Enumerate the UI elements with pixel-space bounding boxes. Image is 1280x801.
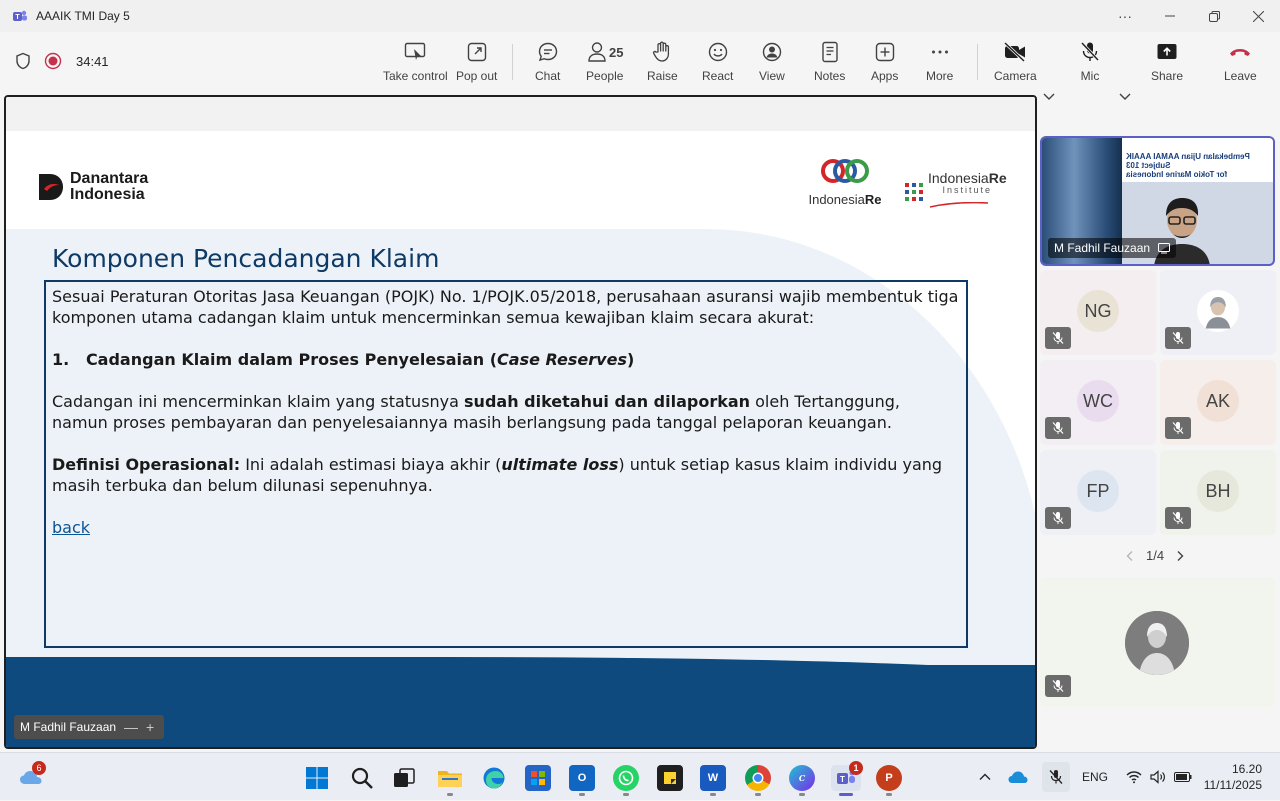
presenter-video-name <box>1048 238 1176 258</box>
participant-avatar: WC <box>1077 380 1119 422</box>
whatsapp-icon <box>617 769 635 787</box>
participant-tile[interactable] <box>1160 270 1276 355</box>
participant-pager <box>1124 548 1186 563</box>
video-banner-line2: for Tokio Marine Indonesia <box>1126 170 1228 179</box>
chevron-right-icon[interactable] <box>1174 550 1186 562</box>
share-label: Share <box>1151 69 1184 83</box>
running-indicator <box>799 793 805 796</box>
section-heading-number: 1. <box>52 350 70 369</box>
toolbar-divider <box>977 44 978 80</box>
task-view-button[interactable] <box>391 765 417 791</box>
muted-mic-icon <box>1045 417 1071 439</box>
mic-label: Mic <box>1080 69 1100 83</box>
chrome-icon <box>752 772 764 784</box>
danantara-logo <box>38 171 148 203</box>
chat-icon <box>536 40 560 64</box>
participant-avatar: NG <box>1077 290 1119 332</box>
mic-options-chevron-down-icon[interactable] <box>1117 88 1133 104</box>
mic-off-icon <box>1078 40 1102 64</box>
hang-up-icon <box>1227 40 1253 64</box>
indonesiare-logo-left: Indonesia <box>808 192 865 207</box>
chat-button[interactable] <box>535 40 560 88</box>
store-button[interactable] <box>525 765 551 791</box>
indonesiare-rings-icon <box>818 157 872 185</box>
slide-content-box <box>44 280 968 648</box>
meeting-toolbar <box>0 32 1280 94</box>
weather-badge: 6 <box>32 761 46 775</box>
ellipsis-icon <box>928 40 952 64</box>
canva-button[interactable] <box>789 765 815 791</box>
participant-photo-avatar <box>1197 290 1239 332</box>
take-control-icon <box>403 40 427 64</box>
mic-off-tray-icon <box>1048 769 1064 785</box>
camera-button[interactable] <box>994 40 1037 88</box>
leave-label: Leave <box>1224 69 1257 83</box>
zoom-out-button[interactable]: — <box>124 719 139 735</box>
definition-italic: ultimate loss <box>501 455 619 474</box>
share-button[interactable] <box>1151 40 1183 88</box>
more-options-icon[interactable]: ··· <box>1118 8 1132 24</box>
task-view-icon <box>392 766 416 790</box>
description-after: oleh Tertanggung, namun proses pembayaran dan penyelesaiannya masih berlangsung pada tanggal pelaporan keuangan. <box>52 392 900 432</box>
participants-panel <box>1040 136 1276 711</box>
windows-taskbar <box>0 752 1280 800</box>
running-indicator <box>579 793 585 796</box>
toolbar-divider <box>512 44 513 80</box>
video-banner <box>1122 138 1275 182</box>
react-label: React <box>702 69 734 83</box>
word-button[interactable] <box>700 765 726 791</box>
muted-mic-icon <box>1165 327 1191 349</box>
institute-swoosh-icon <box>928 202 990 208</box>
chevron-left-icon[interactable] <box>1124 550 1136 562</box>
weather-widget[interactable] <box>18 765 44 794</box>
more-button[interactable] <box>926 40 953 88</box>
pop-out-button[interactable] <box>456 40 497 88</box>
smiley-icon <box>706 40 730 64</box>
institute-logo-sub: Institute <box>942 185 993 195</box>
slide-title: Komponen Pencadangan Klaim <box>52 244 440 273</box>
minimize-button[interactable] <box>1147 0 1193 32</box>
participant-avatar: AK <box>1197 380 1239 422</box>
view-button[interactable] <box>759 40 785 88</box>
raise-hand-button[interactable] <box>647 40 678 88</box>
search-icon <box>350 766 374 790</box>
section-heading-close: ) <box>626 350 635 369</box>
participant-tile[interactable] <box>1040 450 1156 535</box>
powerpoint-icon: P <box>885 772 893 784</box>
powerpoint-button[interactable] <box>876 765 902 791</box>
camera-label: Camera <box>994 69 1037 83</box>
teams-taskbar-button[interactable] <box>831 765 861 791</box>
store-icon <box>529 769 547 787</box>
back-link[interactable]: back <box>52 518 91 537</box>
section-heading <box>52 349 960 370</box>
battery-icon[interactable] <box>1174 771 1192 783</box>
sticky-app-button[interactable] <box>657 765 683 791</box>
description-bold: sudah diketahui dan dilaporkan <box>464 392 751 411</box>
notes-app-icon <box>662 770 678 786</box>
video-banner-line1: Pembekalan Ujian AAMAI AAAIK Subject 103 <box>1126 152 1250 170</box>
description-paragraph <box>52 391 960 433</box>
danantara-logo-icon <box>38 172 64 202</box>
title-bar <box>0 0 1280 32</box>
outlook-icon: O <box>577 772 587 784</box>
more-label: More <box>926 69 954 83</box>
participant-tile[interactable] <box>1040 360 1156 445</box>
notes-label: Notes <box>814 69 846 83</box>
presenter-name-chip <box>14 715 164 739</box>
mic-muted-tray-button[interactable] <box>1042 762 1070 792</box>
pager-text: 1/4 <box>1146 548 1165 563</box>
folder-icon <box>437 766 463 790</box>
presenter-video-name-text: M Fadhil Fauzaan <box>1054 241 1151 255</box>
definition-before: Ini adalah estimasi biaya akhir ( <box>240 455 502 474</box>
people-icon <box>586 40 608 64</box>
indonesiare-institute-logo <box>904 171 1007 213</box>
pop-out-icon <box>465 40 489 64</box>
edge-icon <box>482 766 506 790</box>
take-control-label: Take control <box>383 69 448 83</box>
camera-off-icon <box>1002 40 1028 64</box>
muted-mic-icon <box>1045 675 1071 697</box>
indonesiare-logo <box>804 157 886 207</box>
participant-avatar: FP <box>1077 470 1119 512</box>
slide-top-band <box>6 97 1035 131</box>
volume-icon[interactable] <box>1150 770 1166 784</box>
apps-label: Apps <box>871 69 899 83</box>
share-screen-icon <box>1155 40 1179 64</box>
institute-logo-right: Re <box>988 170 1007 186</box>
raise-hand-icon <box>650 40 674 64</box>
search-button[interactable] <box>349 765 375 791</box>
language-indicator[interactable]: ENG <box>1082 770 1109 784</box>
recording-icon <box>44 52 62 70</box>
people-button[interactable] <box>586 40 623 88</box>
apps-button[interactable] <box>871 40 898 88</box>
people-count: 25 <box>609 44 624 60</box>
edge-button[interactable] <box>481 765 507 791</box>
running-indicator <box>886 793 892 796</box>
react-button[interactable] <box>702 40 733 88</box>
teams-icon <box>12 8 28 24</box>
teams-badge: 1 <box>849 761 863 775</box>
shield-icon[interactable] <box>14 52 32 70</box>
people-label: People <box>586 69 624 83</box>
plus-icon <box>873 40 897 64</box>
muted-mic-icon <box>1165 417 1191 439</box>
outlook-button[interactable] <box>569 765 595 791</box>
presenter-name: M Fadhil Fauzaan <box>20 720 117 734</box>
meeting-timer: 34:41 <box>76 53 109 69</box>
svg-text:T: T <box>15 14 20 21</box>
svg-text:T: T <box>840 775 845 784</box>
notes-button[interactable] <box>814 40 845 88</box>
canva-icon: C <box>798 773 806 783</box>
system-tray <box>978 753 1192 801</box>
camera-options-chevron-down-icon[interactable] <box>1041 88 1057 104</box>
indonesiare-logo-right: Re <box>864 192 882 207</box>
windows-logo-icon <box>305 766 329 790</box>
system-clock[interactable] <box>1196 761 1262 793</box>
zoom-in-button[interactable]: + <box>146 719 155 735</box>
section-heading-italic: Case Reserves <box>497 350 627 369</box>
running-indicator <box>755 793 761 796</box>
self-avatar <box>1125 611 1189 675</box>
chrome-button[interactable] <box>745 765 771 791</box>
participant-tile[interactable] <box>1040 270 1156 355</box>
chat-label: Chat <box>535 69 561 83</box>
wifi-icon[interactable] <box>1126 770 1142 784</box>
participant-tile[interactable] <box>1160 450 1276 535</box>
screen-share-indicator-icon <box>1158 242 1170 254</box>
notes-icon <box>818 40 842 64</box>
presenter-video-tile[interactable] <box>1040 136 1275 266</box>
chevron-up-icon[interactable] <box>978 770 992 784</box>
participant-tile[interactable] <box>1160 360 1276 445</box>
window-title: AAAIK TMI Day 5 <box>36 9 130 23</box>
danantara-logo-line1: Danantara <box>70 170 149 187</box>
section-heading-text: Cadangan Klaim dalam Proses Penyelesaian ( <box>85 350 498 369</box>
muted-mic-icon <box>1045 327 1071 349</box>
clock-date: 11/11/2025 <box>1203 778 1262 792</box>
definition-after: ) untuk setiap kasus klaim individu yang masih terbuka dan belum dilunasi sepenuhnya. <box>52 455 943 495</box>
start-button[interactable] <box>304 765 330 791</box>
active-indicator <box>839 793 853 796</box>
institute-logo-left: Indonesia <box>928 170 989 186</box>
muted-mic-icon <box>1165 507 1191 529</box>
mic-button[interactable] <box>1078 40 1102 88</box>
institute-dots-icon <box>904 182 924 202</box>
view-label: View <box>759 69 785 83</box>
definition-label: Definisi Operasional: <box>52 455 241 474</box>
file-explorer-button[interactable] <box>437 765 463 791</box>
pop-out-label: Pop out <box>456 69 498 83</box>
close-button[interactable] <box>1235 0 1280 32</box>
muted-mic-icon <box>1045 507 1071 529</box>
running-indicator <box>623 793 629 796</box>
leave-button[interactable] <box>1224 40 1257 88</box>
self-video-tile[interactable] <box>1040 577 1275 707</box>
take-control-button[interactable] <box>383 40 448 88</box>
clock-time: 16.20 <box>1231 762 1262 776</box>
onedrive-icon[interactable] <box>1008 770 1028 784</box>
running-indicator <box>447 793 453 796</box>
word-icon: W <box>707 772 719 784</box>
restore-button[interactable] <box>1191 0 1237 32</box>
description-before: Cadangan ini mencerminkan klaim yang statusnya <box>52 392 465 411</box>
whatsapp-button[interactable] <box>613 765 639 791</box>
shared-screen <box>4 95 1037 749</box>
definition-paragraph <box>52 454 960 496</box>
running-indicator <box>710 793 716 796</box>
danantara-logo-line2: Indonesia <box>70 186 145 203</box>
raise-label: Raise <box>647 69 678 83</box>
intro-paragraph: Sesuai Peraturan Otoritas Jasa Keuangan (POJK) No. 1/POJK.05/2018, perusahaan asuransi wajib membentuk tiga komponen utama cadangan klaim untuk mencerminkan semua kewajiban klaim secara akurat: <box>52 287 959 327</box>
view-icon <box>760 40 784 64</box>
participant-avatar: BH <box>1197 470 1239 512</box>
